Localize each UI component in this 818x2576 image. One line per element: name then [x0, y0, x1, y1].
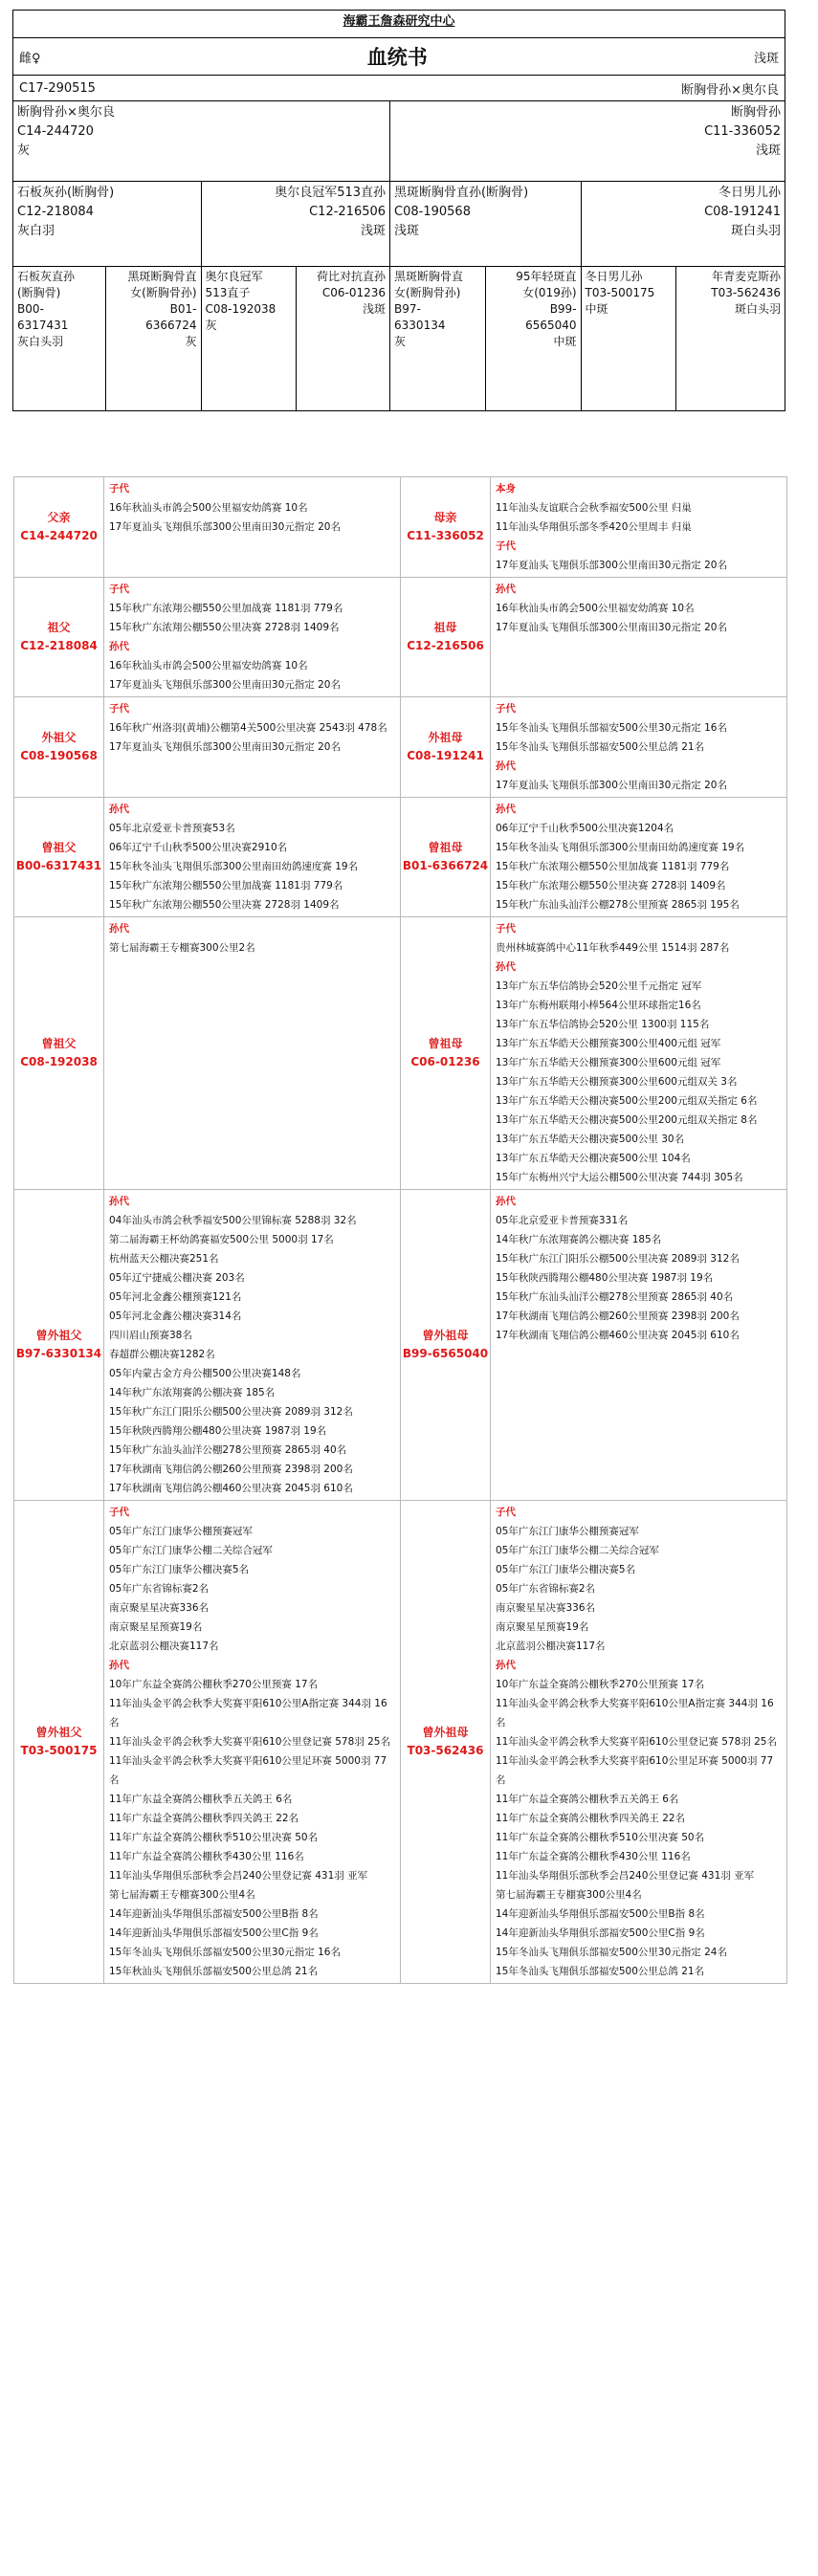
race-result-line: 17年秋湖南飞翔信鸽公棚460公里决赛 2045羽 610名: [496, 1330, 740, 1341]
race-result-line: 15年冬汕头飞翔俱乐部福安500公里总鸽 21名: [496, 1966, 705, 1977]
race-result-line: 15年冬汕头飞翔俱乐部福安500公里30元指定 24名: [496, 1947, 727, 1958]
ggp-line: 女(019孙): [522, 286, 577, 299]
ggp-line: 6330134: [394, 319, 446, 332]
grandparent-color: 斑白头羽: [730, 224, 781, 238]
race-result-line: 11年汕头华翔俱乐部秋季会昌240公里登记赛 431羽 亚军: [109, 1870, 368, 1882]
race-result-line: 15年秋广东浓翔公棚550公里决赛 2728羽 1409名: [109, 622, 340, 633]
ancestor-label: [401, 798, 491, 917]
ggp-line: 6366724: [145, 319, 197, 332]
race-result-line: 13年广东五华皓天公棚预赛300公里400元组 冠军: [496, 1038, 721, 1049]
race-result-line: 13年广东五华信鸽协会520公里 1300羽 115名: [496, 1019, 710, 1030]
race-result-line: 11年广东益全赛鸽公棚秋季510公里决赛 50名: [109, 1832, 319, 1843]
ancestor-ring: C06-01236: [410, 1055, 480, 1068]
race-result-line: 第二届海霸王杯幼鸽赛福安500公里 5000羽 17名: [109, 1234, 334, 1245]
race-result-line: 13年广东五华皓天公棚预赛300公里600元组双关 3名: [496, 1076, 738, 1088]
race-result-line: 05年广东江门康华公棚二关综合冠军: [496, 1545, 659, 1556]
race-results: [491, 697, 787, 798]
race-results: [491, 1190, 787, 1501]
race-result-line: 13年广东五华皓天公棚决赛500公里200元组双关指定 6名: [496, 1095, 758, 1107]
sex-label: 雌♀: [19, 51, 41, 66]
generation-heading: 孙代: [109, 1196, 129, 1207]
ggp-line: 灰白头羽: [17, 335, 64, 348]
ring-row: [13, 75, 785, 100]
ancestor-label: [401, 697, 491, 798]
ggp-line: 灰: [394, 335, 407, 348]
great-grandparent-cell: [485, 267, 581, 410]
race-result-line: 15年秋广东浓翔公棚550公里加战赛 1181羽 779名: [109, 603, 343, 614]
race-result-line: 06年辽宁千山秋季500公里决赛2910名: [109, 842, 288, 853]
race-result-line: 第七届海霸王专棚赛300公里2名: [109, 942, 255, 954]
race-result-line: 第七届海霸王专棚赛300公里4名: [496, 1889, 642, 1901]
ancestor-label: [14, 1190, 104, 1501]
race-results: [104, 697, 401, 798]
grandparent-cell: [201, 182, 390, 266]
great-grandparent-cell: [201, 267, 297, 410]
race-result-line: 11年广东益全赛鸽公棚秋季五关鸽王 6名: [496, 1794, 679, 1805]
grandparent-ring: C08-191241: [704, 205, 781, 219]
great-grandparents-row: [13, 266, 785, 410]
ancestor-role: 曾外祖父: [35, 1726, 82, 1739]
race-results: [104, 477, 401, 578]
ancestor-label: [401, 578, 491, 697]
race-result-line: 15年广东梅州兴宁大运公棚500公里决赛 744羽 305名: [496, 1172, 743, 1183]
ancestor-ring: C14-244720: [20, 529, 98, 542]
ancestor-ring: C08-191241: [407, 749, 484, 762]
race-result-line: 16年秋汕头市鸽会500公里福安幼鸽赛 10名: [109, 502, 308, 514]
race-result-line: 15年冬汕头飞翔俱乐部福安500公里总鸽 21名: [496, 741, 705, 753]
race-result-line: 17年夏汕头飞翔俱乐部300公里南田30元指定 20名: [496, 622, 727, 633]
cross-label: 断胸骨孙×奥尔良: [681, 82, 779, 98]
generation-heading: 孙代: [496, 1660, 516, 1671]
generation-heading: 孙代: [109, 923, 129, 935]
ancestor-ring: C12-218084: [20, 639, 98, 652]
generation-heading: 孙代: [109, 641, 129, 652]
grandparent-name: 奥尔良冠军513直孙: [275, 186, 387, 200]
ggp-line: 中斑: [585, 302, 608, 316]
header-title-row: [13, 37, 785, 75]
ancestor-ring: T03-500175: [20, 1744, 98, 1757]
generation-heading: 子代: [109, 703, 129, 715]
record-row: [14, 1501, 787, 1984]
race-result-line: 第七届海霸王专棚赛300公里4名: [109, 1889, 255, 1901]
record-row: [14, 477, 787, 578]
ancestor-role: 曾祖父: [41, 1037, 77, 1050]
race-result-line: 05年北京爱亚卡普预赛53名: [109, 823, 235, 834]
ancestor-label: [14, 578, 104, 697]
race-result-line: 17年夏汕头飞翔俱乐部300公里南田30元指定 20名: [109, 679, 341, 691]
ancestor-role: 曾外祖母: [422, 1726, 469, 1739]
race-result-line: 11年汕头金平鸽会秋季大奖赛平阳610公里登记赛 578羽 25名: [109, 1736, 390, 1748]
ancestor-ring: B97-6330134: [15, 1347, 102, 1360]
great-grandparent-cell: [296, 267, 389, 410]
race-result-line: 11年汕头金平鸽会秋季大奖赛平阳610公里A指定赛 344羽 16名: [109, 1698, 387, 1728]
ggp-line: T03-562436: [711, 286, 781, 299]
grandparent-name: 石板灰孙(断胸骨): [17, 186, 115, 200]
record-row: [14, 798, 787, 917]
race-result-line: 11年广东益全赛鸽公棚秋季510公里决赛 50名: [496, 1832, 705, 1843]
race-result-line: 05年广东省锦标赛2名: [496, 1583, 596, 1595]
ancestor-role: 曾祖母: [428, 1037, 463, 1050]
ancestor-ring: C08-190568: [20, 749, 98, 762]
race-result-line: 05年北京爱亚卡普预赛331名: [496, 1215, 629, 1226]
ggp-line: 黑斑断胸骨直: [127, 270, 197, 283]
ring-number: C17-290515: [19, 80, 96, 96]
grandparent-ring: C12-216506: [309, 205, 387, 219]
generation-heading: 子代: [496, 1507, 516, 1518]
dam-cell: [389, 101, 785, 181]
race-result-line: 春超群公棚决赛1282名: [109, 1349, 215, 1360]
race-results: [104, 1501, 401, 1984]
sire-cell: [13, 101, 389, 181]
race-result-line: 17年秋湖南飞翔信鸽公棚260公里预赛 2398羽 200名: [496, 1310, 740, 1322]
race-result-line: 05年广东江门康华公棚二关综合冠军: [109, 1545, 273, 1556]
race-result-line: 17年夏汕头飞翔俱乐部300公里南田30元指定 20名: [109, 521, 341, 533]
generation-heading: 子代: [496, 923, 516, 935]
race-result-line: 11年广东益全赛鸽公棚秋季430公里 116名: [109, 1851, 304, 1862]
race-result-line: 南京聚星星决赛336名: [109, 1602, 210, 1614]
ggp-line: 黑斑断胸骨直: [394, 270, 464, 283]
race-results: [491, 1501, 787, 1984]
ggp-line: 奥尔良冠军: [205, 270, 263, 283]
ancestor-role: 祖母: [433, 621, 457, 634]
race-result-line: 04年汕头市鸽会秋季福安500公里锦标赛 5288羽 32名: [109, 1215, 357, 1226]
sire-ring: C14-244720: [17, 124, 94, 139]
race-results: [491, 477, 787, 578]
race-result-line: 15年秋广东浓翔公棚550公里决赛 2728羽 1409名: [496, 880, 726, 892]
ancestor-ring: B99-6565040: [402, 1347, 489, 1360]
race-result-line: 17年夏汕头飞翔俱乐部300公里南田30元指定 20名: [496, 560, 727, 571]
ancestor-role: 曾祖母: [428, 841, 463, 854]
generation-heading: 孙代: [496, 583, 516, 595]
generation-heading: 子代: [109, 1507, 129, 1518]
race-result-line: 北京蓝羽公棚决赛117名: [109, 1640, 219, 1652]
ggp-line: B00-: [17, 302, 44, 316]
page-title: 血统书: [366, 46, 428, 69]
race-result-line: 11年广东益全赛鸽公棚秋季四关鸽王 22名: [109, 1813, 299, 1824]
header-org-row: [13, 11, 785, 37]
ggp-line: 灰: [205, 319, 217, 332]
race-results: [104, 798, 401, 917]
grandparent-name: 冬日男儿孙: [718, 186, 781, 200]
race-result-line: 05年广东江门康华公棚决赛5名: [109, 1564, 250, 1575]
race-result-line: 15年冬汕头飞翔俱乐部福安500公里30元指定 16名: [496, 722, 727, 734]
race-result-line: 11年汕头华翔俱乐部冬季420公里周丰 归巢: [496, 521, 692, 533]
dam-ring: C11-336052: [704, 124, 781, 139]
race-result-line: 14年迎新汕头华翔俱乐部福安500公里B指 8名: [496, 1908, 705, 1920]
ggp-line: 6565040: [525, 319, 577, 332]
race-result-line: 14年迎新汕头华翔俱乐部福安500公里B指 8名: [109, 1908, 319, 1920]
race-result-line: 15年冬汕头飞翔俱乐部福安500公里30元指定 16名: [109, 1947, 341, 1958]
race-results: [104, 578, 401, 697]
ancestor-role: 母亲: [433, 511, 457, 524]
race-result-line: 15年秋冬汕头飞翔俱乐部300公里南田幼鸽速度赛 19名: [109, 861, 359, 872]
generation-heading: 子代: [496, 703, 516, 715]
ancestor-label: [14, 477, 104, 578]
ancestor-label: [14, 1501, 104, 1984]
race-result-line: 14年秋广东浓翔赛鸽公棚决赛 185名: [496, 1234, 662, 1245]
race-result-line: 15年秋陕西腾翔公棚480公里决赛 1987羽 19名: [496, 1272, 714, 1284]
ggp-line: C06-01236: [321, 286, 387, 299]
race-result-line: 15年秋陕西腾翔公棚480公里决赛 1987羽 19名: [109, 1425, 327, 1437]
race-result-line: 南京聚星星预赛19名: [109, 1621, 203, 1633]
generation-heading: 孙代: [496, 1196, 516, 1207]
race-result-line: 05年广东省锦标赛2名: [109, 1583, 210, 1595]
record-row: [14, 1190, 787, 1501]
dam-color: 浅斑: [755, 143, 781, 158]
race-result-line: 北京蓝羽公棚决赛117名: [496, 1640, 606, 1652]
grandparents-row: [13, 181, 785, 266]
grandparent-cell: [389, 182, 581, 266]
dam-name: 断胸骨孙: [730, 105, 781, 120]
race-result-line: 17年夏汕头飞翔俱乐部300公里南田30元指定 20名: [496, 780, 727, 791]
race-result-line: 13年广东梅州联翔小棒564公里环球指定16名: [496, 1000, 701, 1011]
race-result-line: 11年广东益全赛鸽公棚秋季430公里 116名: [496, 1851, 691, 1862]
race-result-line: 10年广东益全赛鸽公棚秋季270公里预赛 17名: [496, 1679, 705, 1690]
generation-heading: 孙代: [496, 804, 516, 815]
great-grandparent-cell: [13, 267, 105, 410]
ggp-line: T03-500175: [585, 286, 655, 299]
race-result-line: 11年汕头金平鸽会秋季大奖赛平阳610公里A指定赛 344羽 16名: [496, 1698, 774, 1728]
race-result-line: 11年汕头金平鸽会秋季大奖赛平阳610公里足环赛 5000羽 77名: [496, 1755, 774, 1786]
ancestor-role: 外祖母: [428, 731, 463, 744]
grandparent-cell: [13, 182, 201, 266]
ancestor-label: [401, 917, 491, 1190]
grandparent-color: 浅斑: [394, 224, 420, 238]
ggp-line: 灰: [185, 335, 197, 348]
race-result-line: 16年秋广州洛羽(黄埔)公棚第4关500公里决赛 2543羽 478名: [109, 722, 387, 734]
generation-heading: 孙代: [496, 760, 516, 772]
race-result-line: 四川眉山预赛38名: [109, 1330, 192, 1341]
race-result-line: 杭州蓝天公棚决赛251名: [109, 1253, 219, 1265]
record-row: [14, 578, 787, 697]
race-result-line: 15年秋广东江门阳乐公棚500公里决赛 2089羽 312名: [109, 1406, 353, 1418]
ggp-line: B97-: [394, 302, 421, 316]
generation-heading: 孙代: [109, 1660, 129, 1671]
great-grandparent-cell: [675, 267, 785, 410]
ancestor-label: [401, 477, 491, 578]
race-record-table: [13, 476, 787, 1984]
grandparent-ring: C08-190568: [394, 205, 471, 219]
ancestor-ring: B00-6317431: [15, 859, 102, 872]
race-result-line: 13年广东五华皓天公棚决赛500公里 30名: [496, 1134, 685, 1145]
race-result-line: 16年秋汕头市鸽会500公里福安幼鸽赛 10名: [109, 660, 308, 672]
race-result-line: 10年广东益全赛鸽公棚秋季270公里预赛 17名: [109, 1679, 319, 1690]
race-result-line: 05年内蒙古金方舟公棚500公里决赛148名: [109, 1368, 301, 1379]
grandparent-cell: [581, 182, 785, 266]
ancestor-label: [401, 1190, 491, 1501]
ancestor-ring: B01-6366724: [402, 859, 489, 872]
ancestor-role: 曾祖父: [41, 841, 77, 854]
generation-heading: 子代: [109, 583, 129, 595]
ancestor-role: 祖父: [47, 621, 71, 634]
ggp-line: 斑白头羽: [734, 302, 781, 316]
race-results: [104, 1190, 401, 1501]
race-result-line: 15年秋广东汕头汕洋公棚278公里预赛 2865羽 40名: [109, 1444, 347, 1456]
race-result-line: 11年汕头金平鸽会秋季大奖赛平阳610公里登记赛 578羽 25名: [496, 1736, 777, 1748]
ancestor-label: [14, 798, 104, 917]
record-row: [14, 917, 787, 1190]
great-grandparent-cell: [105, 267, 201, 410]
ggp-line: C08-192038: [205, 302, 276, 316]
ggp-line: B01-: [169, 302, 197, 316]
race-result-line: 13年广东五华信鸽协会520公里千元指定 冠军: [496, 980, 702, 992]
race-result-line: 15年秋广东浓翔公棚550公里加战赛 1181羽 779名: [496, 861, 730, 872]
race-result-line: 17年秋湖南飞翔信鸽公棚460公里决赛 2045羽 610名: [109, 1483, 353, 1494]
race-result-line: 11年广东益全赛鸽公棚秋季四关鸽王 22名: [496, 1813, 686, 1824]
org-name: 海霸王詹森研究中心: [343, 14, 455, 29]
ggp-line: 石板灰直孙: [17, 270, 76, 283]
race-results: [491, 578, 787, 697]
race-result-line: 14年秋广东浓翔赛鸽公棚决赛 185名: [109, 1387, 276, 1398]
race-result-line: 13年广东五华皓天公棚决赛500公里 104名: [496, 1153, 691, 1164]
ancestor-ring: C12-216506: [407, 639, 484, 652]
grandparent-ring: C12-218084: [17, 205, 94, 219]
generation-heading: 子代: [496, 540, 516, 552]
race-result-line: 14年迎新汕头华翔俱乐部福安500公里C指 9名: [496, 1927, 705, 1939]
race-result-line: 05年广东江门康华公棚预赛冠军: [496, 1526, 639, 1537]
race-result-line: 15年秋广东浓翔公棚550公里加战赛 1181羽 779名: [109, 880, 343, 892]
ancestor-ring: C08-192038: [20, 1055, 98, 1068]
race-result-line: 15年秋广东汕头汕洋公棚278公里预赛 2865羽 40名: [496, 1291, 734, 1303]
ggp-line: 女(断胸骨孙): [130, 286, 197, 299]
sire-name: 断胸骨孙×奥尔良: [17, 105, 115, 120]
race-result-line: 贵州林城赛鸽中心11年秋季449公里 1514羽 287名: [496, 942, 730, 954]
ancestor-role: 外祖父: [41, 731, 77, 744]
race-result-line: 13年广东五华皓天公棚决赛500公里200元组双关指定 8名: [496, 1114, 758, 1126]
ancestor-ring: T03-562436: [407, 1744, 484, 1757]
race-result-line: 05年河北金鑫公棚决赛314名: [109, 1310, 242, 1322]
race-result-line: 15年秋广东汕头汕洋公棚278公里预赛 2865羽 195名: [496, 899, 740, 911]
ggp-line: 95年轻斑直: [516, 270, 577, 283]
sire-color: 灰: [17, 143, 31, 158]
ancestor-label: [401, 1501, 491, 1984]
race-result-line: 15年秋广东浓翔公棚550公里决赛 2728羽 1409名: [109, 899, 340, 911]
race-result-line: 15年秋广东江门阳乐公棚500公里决赛 2089羽 312名: [496, 1253, 740, 1265]
race-results: [491, 917, 787, 1190]
ggp-line: 6317431: [17, 319, 69, 332]
great-grandparent-cell: [581, 267, 676, 410]
grandparent-color: 灰白羽: [17, 224, 55, 238]
race-result-line: 05年辽宁捷威公棚决赛 203名: [109, 1272, 245, 1284]
grandparent-name: 黑斑断胸骨直孙(断胸骨): [394, 186, 529, 200]
ancestor-label: [14, 917, 104, 1190]
race-result-line: 05年广东江门康华公棚决赛5名: [496, 1564, 636, 1575]
ggp-line: 冬日男儿孙: [585, 270, 643, 283]
ggp-line: 513直子: [205, 286, 251, 299]
ggp-line: B99-: [549, 302, 577, 316]
grandparent-color: 浅斑: [361, 224, 387, 238]
generation-heading: 孙代: [496, 961, 516, 973]
ancestor-ring: C11-336052: [407, 529, 484, 542]
race-result-line: 16年秋汕头市鸽会500公里福安幼鸽赛 10名: [496, 603, 695, 614]
race-result-line: 14年迎新汕头华翔俱乐部福安500公里C指 9名: [109, 1927, 319, 1939]
generation-heading: 孙代: [109, 804, 129, 815]
great-grandparent-cell: [389, 267, 485, 410]
race-result-line: 南京聚星星决赛336名: [496, 1602, 596, 1614]
race-result-line: 15年秋汕头飞翔俱乐部福安500公里总鸽 21名: [109, 1966, 319, 1977]
race-results: [491, 798, 787, 917]
race-result-line: 11年汕头金平鸽会秋季大奖赛平阳610公里足环赛 5000羽 77名: [109, 1755, 387, 1786]
ancestor-label: [14, 697, 104, 798]
race-result-line: 17年夏汕头飞翔俱乐部300公里南田30元指定 20名: [109, 741, 341, 753]
generation-heading: 子代: [109, 483, 129, 495]
race-result-line: 11年广东益全赛鸽公棚秋季五关鸽王 6名: [109, 1794, 293, 1805]
race-result-line: 11年汕头友谊联合会秋季福安500公里 归巢: [496, 502, 692, 514]
race-results: [104, 917, 401, 1190]
ggp-line: 女(断胸骨孙): [394, 286, 461, 299]
race-result-line: 05年河北金鑫公棚预赛121名: [109, 1291, 242, 1303]
ancestor-role: 曾外祖母: [422, 1329, 469, 1342]
pedigree-tree: [12, 10, 785, 411]
ggp-line: 浅斑: [363, 302, 387, 316]
ggp-line: 年青麦克斯孙: [711, 270, 781, 283]
ancestor-role: 曾外祖父: [35, 1329, 82, 1342]
race-result-line: 南京聚星星预赛19名: [496, 1621, 589, 1633]
record-row: [14, 697, 787, 798]
ancestor-role: 父亲: [47, 511, 71, 524]
generation-heading: 本身: [496, 483, 516, 495]
race-result-line: 05年广东江门康华公棚预赛冠军: [109, 1526, 253, 1537]
ggp-line: (断胸骨): [17, 286, 61, 299]
race-result-line: 06年辽宁千山秋季500公里决赛1204名: [496, 823, 674, 834]
race-result-line: 11年汕头华翔俱乐部秋季会昌240公里登记赛 431羽 亚军: [496, 1870, 755, 1882]
ggp-line: 中斑: [553, 335, 577, 348]
ggp-line: 荷比对抗直孙: [317, 270, 387, 283]
race-result-line: 17年秋湖南飞翔信鸽公棚260公里预赛 2398羽 200名: [109, 1464, 353, 1475]
parents-row: [13, 100, 785, 181]
race-result-line: 13年广东五华皓天公棚预赛300公里600元组 冠军: [496, 1057, 721, 1068]
color-label: 浅斑: [753, 51, 779, 66]
race-result-line: 15年秋冬汕头飞翔俱乐部300公里南田幼鸽速度赛 19名: [496, 842, 745, 853]
